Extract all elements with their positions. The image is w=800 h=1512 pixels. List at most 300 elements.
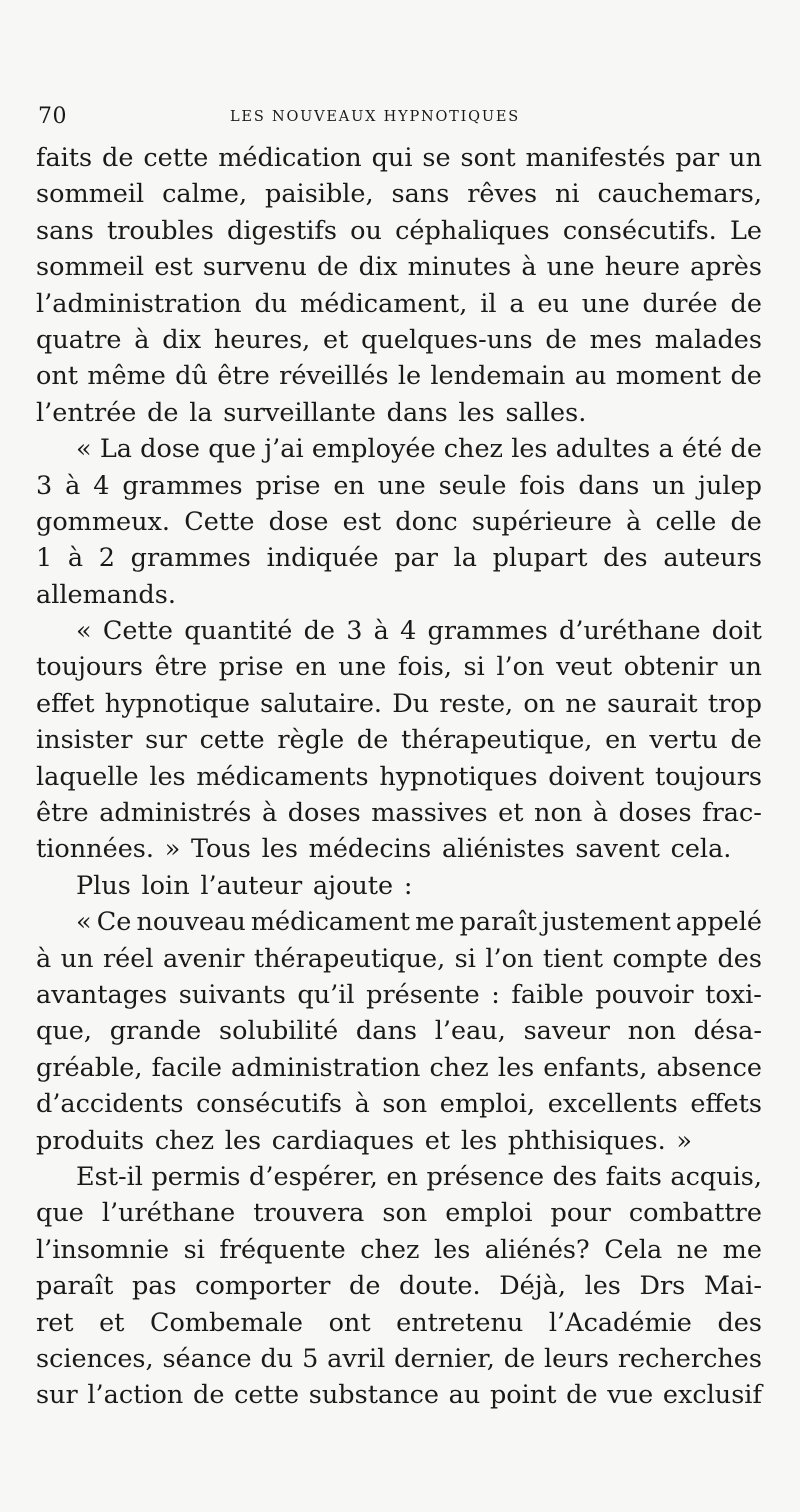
word: chez: [154, 1125, 215, 1156]
text-line: [36, 1341, 762, 1377]
word: doute.: [399, 1271, 481, 1302]
word: les: [511, 434, 548, 465]
word: les: [433, 1234, 471, 1265]
word: toujours: [655, 761, 762, 792]
word: plupart: [492, 543, 588, 574]
word: de: [730, 361, 762, 392]
word: céphaliques: [395, 215, 550, 246]
word: sans: [36, 215, 94, 246]
word: un: [652, 470, 686, 501]
word: Est-il: [76, 1161, 143, 1192]
word: par: [394, 543, 438, 574]
word: une: [546, 252, 595, 283]
word: Cette: [184, 506, 255, 537]
word: d’uréthane: [559, 616, 701, 647]
word: »: [676, 1125, 693, 1156]
word: toxi-: [705, 979, 762, 1010]
text-line: [36, 540, 762, 576]
word: emploi: [445, 1198, 533, 1229]
word: qu’il: [297, 979, 355, 1010]
word: et: [99, 1307, 125, 1338]
word: savent: [575, 834, 660, 865]
text-line: [36, 868, 762, 904]
word: veut: [555, 652, 613, 683]
word: un: [60, 943, 94, 974]
word: entretenu: [396, 1307, 524, 1338]
word: employée: [311, 434, 436, 465]
word: suivants: [178, 979, 286, 1010]
word: l’Académie: [548, 1307, 692, 1338]
word: avenir: [162, 943, 245, 974]
word: de: [303, 616, 335, 647]
word: a: [509, 288, 525, 319]
word: dans: [386, 397, 448, 428]
word: en: [605, 725, 637, 756]
text-line: [36, 322, 762, 358]
word: salutaire.: [260, 688, 383, 719]
word: une: [377, 470, 426, 501]
text-line: [36, 1377, 762, 1413]
word: grammes: [130, 543, 251, 574]
word: de: [566, 1380, 598, 1411]
word: sciences,: [36, 1343, 154, 1374]
word: consécutifs.: [562, 215, 717, 246]
word: être: [36, 798, 89, 829]
word: de: [356, 725, 389, 756]
word: non: [534, 798, 583, 829]
word: julep: [698, 470, 762, 501]
word: se: [422, 143, 451, 173]
word: Tous: [191, 834, 251, 865]
word: médication: [218, 143, 362, 173]
word: cette: [199, 725, 265, 756]
word: saurait: [607, 688, 698, 719]
word: Le: [729, 215, 762, 246]
word: doivent: [548, 761, 645, 792]
word: «: [76, 907, 92, 938]
word: nouveau: [136, 907, 246, 938]
word: désa-: [693, 1016, 762, 1047]
word: de: [147, 397, 179, 428]
word: saveur: [523, 1016, 610, 1047]
word: de: [730, 288, 762, 319]
word: dû: [175, 361, 208, 392]
body-text: [36, 140, 762, 1414]
page-number: 70: [38, 104, 67, 129]
word: excellents: [547, 1089, 678, 1120]
text-line: [36, 1159, 762, 1195]
word: l’action: [87, 1380, 184, 1411]
word: Ce: [96, 907, 132, 938]
word: dose: [140, 434, 201, 465]
word: minutes: [407, 252, 512, 283]
word: et: [498, 798, 524, 829]
word: l’entrée: [36, 397, 137, 428]
word: Plus: [76, 870, 131, 901]
word: sommeil: [36, 179, 145, 210]
word: que: [208, 434, 257, 465]
word: faits: [36, 143, 93, 173]
word: compte: [612, 943, 708, 974]
text-line: [36, 176, 762, 212]
word: une: [581, 288, 630, 319]
word: exclusif: [662, 1380, 762, 1411]
running-head: [38, 104, 760, 134]
word: les: [497, 1052, 535, 1083]
word: dose: [268, 506, 329, 537]
word: ret: [36, 1307, 74, 1338]
text-line: [36, 395, 762, 431]
word: 3: [36, 470, 53, 501]
text-line: [36, 577, 762, 613]
word: frac-: [702, 798, 762, 829]
word: La: [99, 434, 132, 465]
word: adultes: [555, 434, 651, 465]
word: été: [681, 434, 723, 465]
word: son: [382, 1089, 428, 1120]
word: à: [373, 616, 389, 647]
word: l’administration: [36, 288, 242, 319]
word: les: [584, 1271, 621, 1302]
word: recherches: [617, 1343, 762, 1374]
word: a: [658, 434, 674, 465]
word: si: [183, 1234, 205, 1265]
word: moment: [615, 361, 722, 392]
word: produits: [36, 1125, 145, 1156]
word: sommeil: [36, 252, 145, 283]
word: un: [729, 652, 762, 683]
word: facile: [151, 1052, 222, 1083]
word: faits: [605, 1161, 662, 1192]
word: point: [489, 1380, 557, 1411]
word: trouvera: [253, 1198, 365, 1229]
word: fréquente: [219, 1234, 346, 1265]
word: 2: [98, 543, 115, 574]
word: l’eau,: [434, 1016, 506, 1047]
word: consécutifs: [196, 1089, 342, 1120]
text-line: [36, 1013, 762, 1049]
word: de: [730, 506, 762, 537]
word: des: [552, 1161, 598, 1192]
word: Cela: [604, 1234, 663, 1265]
word: ni: [554, 179, 580, 210]
word: «: [76, 434, 92, 465]
word: de: [730, 434, 762, 465]
word: Cette: [102, 616, 174, 647]
word: doses: [618, 798, 692, 829]
word: heure: [604, 252, 680, 283]
word: durée: [642, 288, 718, 319]
word: indiquée: [266, 543, 379, 574]
word: les: [458, 397, 495, 428]
word: phthisiques.: [507, 1125, 666, 1156]
word: à: [36, 943, 52, 974]
word: doit: [711, 616, 762, 647]
word: paraît: [36, 1271, 114, 1302]
word: vue: [607, 1380, 654, 1411]
word: emploi,: [439, 1089, 536, 1120]
word: manifestés: [525, 143, 666, 173]
word: administrés: [99, 798, 252, 829]
text-line: [36, 358, 762, 394]
word: prise: [218, 652, 284, 683]
word: ont: [328, 1307, 371, 1338]
word: grammes: [427, 616, 548, 647]
word: surveillante: [223, 397, 376, 428]
word: massives: [371, 798, 488, 829]
word: solubilité: [219, 1016, 339, 1047]
word: d’espérer,: [249, 1161, 378, 1192]
word: troubles: [106, 215, 214, 246]
text-line: [36, 1123, 762, 1159]
word: cauchemars,: [597, 179, 762, 210]
word: à: [67, 543, 84, 574]
word: réveillés: [279, 361, 389, 392]
text-line: [36, 1305, 762, 1341]
word: de: [102, 143, 134, 173]
word: médicament: [250, 907, 411, 938]
word: de: [503, 1343, 536, 1374]
word: au: [448, 1380, 481, 1411]
word: réel: [102, 943, 154, 974]
word: 4: [93, 470, 110, 501]
word: que: [36, 1198, 84, 1229]
word: celle: [655, 506, 717, 537]
word: salles.: [505, 397, 587, 428]
text-line: [36, 759, 762, 795]
word: son: [382, 1198, 428, 1229]
word: séance: [162, 1343, 252, 1374]
word: de: [730, 725, 762, 756]
word: du: [260, 1343, 294, 1374]
word: sur: [145, 725, 187, 756]
word: lendemain: [430, 361, 566, 392]
word: Déjà,: [499, 1271, 566, 1302]
word: combattre: [628, 1198, 762, 1229]
word: j’ai: [264, 434, 304, 465]
word: sans: [391, 179, 450, 210]
word: 5: [302, 1343, 319, 1374]
word: effets: [690, 1089, 762, 1120]
word: trop: [707, 688, 762, 719]
word: l’on: [485, 943, 534, 974]
word: par: [675, 143, 720, 173]
text-line: [36, 213, 762, 249]
word: présente: [366, 979, 480, 1010]
word: :: [403, 870, 413, 901]
word: à: [354, 1089, 370, 1120]
word: laquelle: [36, 761, 139, 792]
text-line: [36, 431, 762, 467]
running-title: LES NOUVEAUX HYPNOTIQUES: [230, 109, 521, 125]
text-line: [36, 249, 762, 285]
word: fois: [519, 470, 566, 501]
word: »: [164, 834, 181, 865]
word: les: [149, 761, 186, 792]
word: les: [261, 834, 298, 865]
word: présence: [426, 1161, 545, 1192]
word: eu: [537, 288, 569, 319]
text-line: [36, 140, 762, 176]
word: administration: [231, 1052, 421, 1083]
word: des: [717, 1307, 762, 1338]
text-line: [36, 1195, 762, 1231]
word: vertu: [649, 725, 718, 756]
word: hypnotique: [104, 688, 250, 719]
word: gommeux.: [36, 506, 171, 537]
word: comporter: [195, 1271, 331, 1302]
word: Mai-: [703, 1271, 762, 1302]
text-line: [36, 831, 762, 867]
word: appelé: [675, 907, 762, 938]
word: acquis,: [670, 1161, 762, 1192]
word: du: [254, 288, 288, 319]
word: à: [65, 470, 81, 501]
word: cela.: [670, 834, 732, 865]
word: ont: [36, 361, 79, 392]
word: quelques-uns: [361, 324, 533, 355]
word: grande: [109, 1016, 202, 1047]
word: ne: [565, 688, 597, 719]
word: «: [76, 616, 92, 647]
text-line: [36, 504, 762, 540]
word: cette: [143, 143, 209, 173]
text-line: [36, 1050, 762, 1086]
word: quantité: [184, 616, 293, 647]
word: dix: [162, 324, 202, 355]
word: me: [722, 1234, 762, 1265]
text-line: [36, 941, 762, 977]
word: mes: [589, 324, 642, 355]
word: à: [592, 798, 609, 829]
word: après: [690, 252, 762, 283]
word: paraît: [459, 907, 537, 938]
word: les: [460, 1125, 498, 1156]
word: quatre: [36, 324, 122, 355]
word: de: [193, 1380, 225, 1411]
word: il: [480, 288, 497, 319]
word: prise: [255, 470, 321, 501]
word: cette: [234, 1380, 300, 1411]
text-line: [36, 649, 762, 685]
text-line: [36, 904, 762, 940]
word: digestifs: [227, 215, 337, 246]
word: chez: [360, 1234, 420, 1265]
word: enfants,: [543, 1052, 648, 1083]
word: gréable,: [36, 1052, 143, 1083]
word: donc: [395, 506, 458, 537]
word: en: [295, 652, 327, 683]
word: être: [154, 652, 208, 683]
word: permis: [151, 1161, 241, 1192]
word: et: [323, 324, 349, 355]
word: dans: [355, 1016, 417, 1047]
word: pouvoir: [595, 979, 694, 1010]
word: être: [217, 361, 270, 392]
text-line: [36, 722, 762, 758]
word: en: [333, 470, 365, 501]
word: effet: [36, 688, 95, 719]
text-line: [36, 1268, 762, 1304]
word: l’on: [496, 652, 545, 683]
word: tionnées.: [36, 834, 154, 865]
word: seule: [438, 470, 507, 501]
word: me: [415, 907, 455, 938]
word: dix: [358, 252, 398, 283]
word: aliénistes: [441, 834, 565, 865]
word: de: [317, 252, 349, 283]
word: et: [424, 1125, 451, 1156]
word: doses: [287, 798, 361, 829]
word: l’uréthane: [101, 1198, 236, 1229]
word: allemands.: [36, 579, 176, 610]
word: ajoute: [312, 870, 394, 901]
word: avantages: [36, 979, 168, 1010]
word: 4: [400, 616, 417, 647]
word: pour: [550, 1198, 611, 1229]
word: l’auteur: [200, 870, 303, 901]
word: thérapeutique,: [401, 725, 593, 756]
word: :: [491, 979, 500, 1010]
text-line: [36, 613, 762, 649]
word: sur: [36, 1380, 78, 1411]
word: faible: [511, 979, 584, 1010]
word: une: [338, 652, 387, 683]
word: avril: [327, 1343, 386, 1374]
word: supérieure: [471, 506, 612, 537]
word: justement: [542, 907, 671, 938]
word: si: [454, 943, 476, 974]
word: leurs: [544, 1343, 609, 1374]
word: la: [189, 397, 213, 428]
word: heures,: [213, 324, 311, 355]
word: un: [729, 143, 762, 173]
word: les: [224, 1125, 262, 1156]
word: la: [453, 543, 477, 574]
word: de: [349, 1271, 381, 1302]
text-line: [36, 286, 762, 322]
text-line: [36, 977, 762, 1013]
word: 3: [346, 616, 363, 647]
word: que,: [36, 1016, 92, 1047]
word: toujours: [36, 652, 143, 683]
word: malades: [654, 324, 762, 355]
word: on: [523, 688, 556, 719]
word: rêves: [467, 179, 538, 210]
word: dans: [578, 470, 640, 501]
word: reste,: [439, 688, 514, 719]
word: Drs: [639, 1271, 686, 1302]
word: est: [154, 252, 193, 283]
word: 1: [36, 543, 53, 574]
word: est: [342, 506, 382, 537]
word: des: [717, 943, 762, 974]
word: l’insomnie: [36, 1234, 170, 1265]
word: médicament,: [300, 288, 468, 319]
word: à: [261, 798, 278, 829]
word: même: [87, 361, 166, 392]
word: d’accidents: [36, 1089, 184, 1120]
word: médecins: [308, 834, 432, 865]
word: loin: [141, 870, 190, 901]
word: médicaments: [196, 761, 369, 792]
word: grammes: [122, 470, 243, 501]
word: chez: [443, 434, 503, 465]
word: absence: [656, 1052, 762, 1083]
word: obtenir: [623, 652, 718, 683]
word: ou: [350, 215, 382, 246]
word: le: [397, 361, 422, 392]
